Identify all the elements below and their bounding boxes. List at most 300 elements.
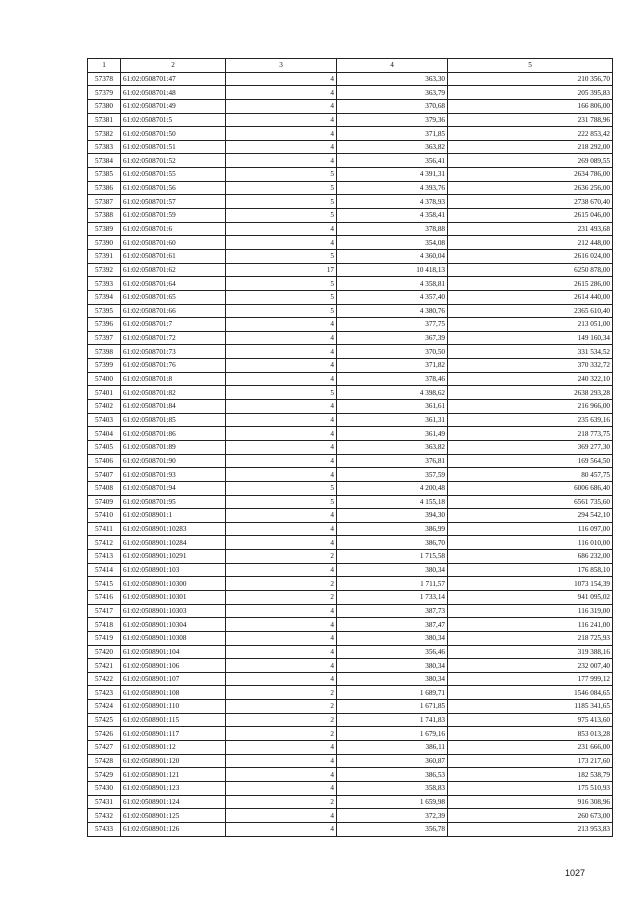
type-code-cell: 4 [226,440,337,454]
cadastral-value-cell: 80 457,75 [448,468,613,482]
table-row [88,359,613,373]
type-code-cell: 5 [226,195,337,209]
cadastral-value-table [87,58,613,837]
cadastral-value-cell: 176 858,10 [448,563,613,577]
table-row [88,659,613,673]
cadastral-number-cell: 61:02:0508901:10300 [121,577,226,591]
table-row [88,822,613,836]
cadastral-value-cell: 2615 046,00 [448,209,613,223]
cadastral-number-cell: 61:02:0508901:10303 [121,604,226,618]
table-row [88,495,613,509]
area-cell: 380,34 [337,659,448,673]
cadastral-number-cell: 61:02:0508701:93 [121,468,226,482]
area-cell: 1 711,57 [337,577,448,591]
type-code-cell: 4 [226,236,337,250]
row-number-cell: 57401 [88,386,121,400]
cadastral-number-cell: 61:02:0508901:126 [121,822,226,836]
row-number-cell: 57417 [88,604,121,618]
table-row [88,481,613,495]
area-cell: 377,75 [337,318,448,332]
type-code-cell: 4 [226,372,337,386]
table-row [88,154,613,168]
row-number-cell: 57420 [88,645,121,659]
cadastral-number-cell: 61:02:0508701:84 [121,400,226,414]
area-cell: 4 393,76 [337,181,448,195]
row-number-cell: 57388 [88,209,121,223]
cadastral-number-cell: 61:02:0508701:61 [121,249,226,263]
cadastral-number-cell: 61:02:0508901:115 [121,713,226,727]
type-code-cell: 4 [226,536,337,550]
row-number-cell: 57408 [88,481,121,495]
row-number-cell: 57386 [88,181,121,195]
table-row [88,140,613,154]
area-cell: 358,83 [337,781,448,795]
area-cell: 376,81 [337,454,448,468]
cadastral-number-cell: 61:02:0508701:82 [121,386,226,400]
cadastral-number-cell: 61:02:0508901:10283 [121,522,226,536]
area-cell: 361,61 [337,400,448,414]
row-number-cell: 57396 [88,318,121,332]
cadastral-value-cell: 175 510,93 [448,781,613,795]
column-header-5: 5 [448,59,613,73]
type-code-cell: 2 [226,727,337,741]
table-row [88,427,613,441]
table-row [88,236,613,250]
row-number-cell: 57405 [88,440,121,454]
area-cell: 1 715,58 [337,550,448,564]
cadastral-value-cell: 149 160,34 [448,331,613,345]
table-row [88,86,613,100]
cadastral-value-cell: 2638 293,28 [448,386,613,400]
column-header-4: 4 [337,59,448,73]
row-number-cell: 57424 [88,700,121,714]
cadastral-number-cell: 61:02:0508701:65 [121,290,226,304]
cadastral-value-cell: 231 666,00 [448,741,613,755]
cadastral-number-cell: 61:02:0508901:117 [121,727,226,741]
type-code-cell: 2 [226,550,337,564]
cadastral-number-cell: 61:02:0508701:90 [121,454,226,468]
area-cell: 386,70 [337,536,448,550]
row-number-cell: 57407 [88,468,121,482]
cadastral-value-cell: 216 966,00 [448,400,613,414]
cadastral-number-cell: 61:02:0508701:85 [121,413,226,427]
row-number-cell: 57412 [88,536,121,550]
type-code-cell: 4 [226,359,337,373]
table-row [88,99,613,113]
type-code-cell: 4 [226,604,337,618]
row-number-cell: 57426 [88,727,121,741]
area-cell: 4 357,40 [337,290,448,304]
type-code-cell: 2 [226,686,337,700]
area-cell: 1 671,85 [337,700,448,714]
cadastral-value-cell: 2615 286,00 [448,277,613,291]
table-row [88,604,613,618]
cadastral-number-cell: 61:02:0508901:10284 [121,536,226,550]
cadastral-value-cell: 116 241,00 [448,618,613,632]
cadastral-value-cell: 213 051,00 [448,318,613,332]
table-row [88,454,613,468]
cadastral-value-cell: 2636 256,00 [448,181,613,195]
cadastral-value-cell: 6250 878,00 [448,263,613,277]
area-cell: 4 155,18 [337,495,448,509]
row-number-cell: 57398 [88,345,121,359]
cadastral-value-cell: 235 639,16 [448,413,613,427]
row-number-cell: 57404 [88,427,121,441]
cadastral-number-cell: 61:02:0508901:10308 [121,631,226,645]
area-cell: 363,82 [337,440,448,454]
area-cell: 1 679,16 [337,727,448,741]
cadastral-value-cell: 218 773,75 [448,427,613,441]
cadastral-value-cell: 975 413,60 [448,713,613,727]
area-cell: 370,50 [337,345,448,359]
cadastral-number-cell: 61:02:0508701:59 [121,209,226,223]
area-cell: 10 418,13 [337,263,448,277]
table-row [88,727,613,741]
table-row [88,563,613,577]
type-code-cell: 5 [226,290,337,304]
type-code-cell: 4 [226,454,337,468]
area-cell: 4 358,81 [337,277,448,291]
row-number-cell: 57427 [88,741,121,755]
table-row [88,550,613,564]
cadastral-value-cell: 116 097,00 [448,522,613,536]
cadastral-value-cell: 369 277,30 [448,440,613,454]
type-code-cell: 5 [226,209,337,223]
area-cell: 4 391,31 [337,168,448,182]
cadastral-number-cell: 61:02:0508701:86 [121,427,226,441]
cadastral-value-cell: 232 007,40 [448,659,613,673]
cadastral-number-cell: 61:02:0508901:124 [121,795,226,809]
type-code-cell: 4 [226,645,337,659]
area-cell: 380,34 [337,631,448,645]
row-number-cell: 57419 [88,631,121,645]
row-number-cell: 57433 [88,822,121,836]
row-number-cell: 57379 [88,86,121,100]
cadastral-number-cell: 61:02:0508901:108 [121,686,226,700]
cadastral-number-cell: 61:02:0508701:7 [121,318,226,332]
area-cell: 356,41 [337,154,448,168]
area-cell: 394,30 [337,509,448,523]
cadastral-number-cell: 61:02:0508701:94 [121,481,226,495]
table-row [88,290,613,304]
cadastral-value-cell: 1073 154,39 [448,577,613,591]
area-cell: 361,31 [337,413,448,427]
type-code-cell: 2 [226,700,337,714]
cadastral-number-cell: 61:02:0508901:106 [121,659,226,673]
row-number-cell: 57416 [88,590,121,604]
type-code-cell: 4 [226,427,337,441]
table-row [88,713,613,727]
row-number-cell: 57392 [88,263,121,277]
type-code-cell: 4 [226,509,337,523]
type-code-cell: 5 [226,181,337,195]
row-number-cell: 57418 [88,618,121,632]
cadastral-number-cell: 61:02:0508901:125 [121,809,226,823]
cadastral-number-cell: 61:02:0508701:89 [121,440,226,454]
table-row [88,345,613,359]
area-cell: 378,88 [337,222,448,236]
cadastral-number-cell: 61:02:0508701:60 [121,236,226,250]
table-row [88,440,613,454]
type-code-cell: 4 [226,618,337,632]
row-number-cell: 57380 [88,99,121,113]
cadastral-value-cell: 2738 670,40 [448,195,613,209]
table-row [88,509,613,523]
cadastral-number-cell: 61:02:0508701:6 [121,222,226,236]
area-cell: 363,79 [337,86,448,100]
row-number-cell: 57391 [88,249,121,263]
cadastral-value-cell: 169 564,50 [448,454,613,468]
table-row [88,413,613,427]
area-cell: 4 360,04 [337,249,448,263]
cadastral-number-cell: 61:02:0508901:10301 [121,590,226,604]
area-cell: 356,46 [337,645,448,659]
row-number-cell: 57387 [88,195,121,209]
cadastral-value-cell: 116 010,00 [448,536,613,550]
table-row [88,468,613,482]
cadastral-number-cell: 61:02:0508701:72 [121,331,226,345]
cadastral-value-cell: 177 999,12 [448,672,613,686]
table-row [88,686,613,700]
row-number-cell: 57399 [88,359,121,373]
table-row [88,263,613,277]
row-number-cell: 57395 [88,304,121,318]
cadastral-value-cell: 231 788,96 [448,113,613,127]
type-code-cell: 4 [226,631,337,645]
area-cell: 367,39 [337,331,448,345]
row-number-cell: 57414 [88,563,121,577]
row-number-cell: 57385 [88,168,121,182]
row-number-cell: 57421 [88,659,121,673]
cadastral-value-cell: 331 534,52 [448,345,613,359]
area-cell: 4 380,76 [337,304,448,318]
cadastral-value-cell: 2616 024,00 [448,249,613,263]
area-cell: 357,59 [337,468,448,482]
cadastral-number-cell: 61:02:0508701:66 [121,304,226,318]
cadastral-number-cell: 61:02:0508701:5 [121,113,226,127]
row-number-cell: 57432 [88,809,121,823]
table-row [88,577,613,591]
table-row [88,181,613,195]
cadastral-value-cell: 2614 440,00 [448,290,613,304]
table-row [88,195,613,209]
type-code-cell: 4 [226,522,337,536]
row-number-cell: 57422 [88,672,121,686]
area-cell: 371,85 [337,127,448,141]
area-cell: 4 378,93 [337,195,448,209]
cadastral-value-cell: 213 953,83 [448,822,613,836]
row-number-cell: 57410 [88,509,121,523]
type-code-cell: 4 [226,222,337,236]
type-code-cell: 2 [226,713,337,727]
row-number-cell: 57423 [88,686,121,700]
type-code-cell: 4 [226,113,337,127]
area-cell: 386,99 [337,522,448,536]
area-cell: 1 689,71 [337,686,448,700]
table-row [88,631,613,645]
area-cell: 379,36 [337,113,448,127]
table-row [88,809,613,823]
table-row [88,127,613,141]
type-code-cell: 5 [226,168,337,182]
cadastral-number-cell: 61:02:0508701:47 [121,72,226,86]
cadastral-value-cell: 210 356,70 [448,72,613,86]
table-row [88,795,613,809]
area-cell: 1 733,14 [337,590,448,604]
table-body [88,72,613,836]
cadastral-value-cell: 240 322,10 [448,372,613,386]
cadastral-value-cell: 2365 610,40 [448,304,613,318]
cadastral-number-cell: 61:02:0508901:10304 [121,618,226,632]
type-code-cell: 5 [226,495,337,509]
cadastral-value-cell: 218 725,93 [448,631,613,645]
row-number-cell: 57429 [88,768,121,782]
table-row [88,209,613,223]
table-row [88,72,613,86]
area-cell: 1 659,98 [337,795,448,809]
table-row [88,222,613,236]
table-row [88,741,613,755]
cadastral-value-cell: 2634 786,00 [448,168,613,182]
type-code-cell: 4 [226,400,337,414]
cadastral-value-cell: 1546 084,65 [448,686,613,700]
area-cell: 354,08 [337,236,448,250]
table-row [88,672,613,686]
row-number-cell: 57400 [88,372,121,386]
cadastral-value-cell: 269 089,55 [448,154,613,168]
type-code-cell: 4 [226,331,337,345]
column-header-1: 1 [88,59,121,73]
row-number-cell: 57403 [88,413,121,427]
cadastral-number-cell: 61:02:0508701:8 [121,372,226,386]
cadastral-number-cell: 61:02:0508901:121 [121,768,226,782]
cadastral-number-cell: 61:02:0508901:110 [121,700,226,714]
cadastral-number-cell: 61:02:0508701:57 [121,195,226,209]
row-number-cell: 57384 [88,154,121,168]
type-code-cell: 2 [226,590,337,604]
type-code-cell: 4 [226,741,337,755]
area-cell: 371,82 [337,359,448,373]
cadastral-number-cell: 61:02:0508701:76 [121,359,226,373]
area-cell: 372,39 [337,809,448,823]
area-cell: 1 741,83 [337,713,448,727]
cadastral-number-cell: 61:02:0508901:123 [121,781,226,795]
type-code-cell: 4 [226,809,337,823]
row-number-cell: 57431 [88,795,121,809]
table-row [88,536,613,550]
type-code-cell: 4 [226,563,337,577]
area-cell: 361,49 [337,427,448,441]
cadastral-value-cell: 212 448,00 [448,236,613,250]
cadastral-value-cell: 116 319,00 [448,604,613,618]
area-cell: 4 398,62 [337,386,448,400]
type-code-cell: 4 [226,659,337,673]
cadastral-value-cell: 319 388,16 [448,645,613,659]
row-number-cell: 57409 [88,495,121,509]
cadastral-number-cell: 61:02:0508901:104 [121,645,226,659]
type-code-cell: 4 [226,86,337,100]
type-code-cell: 4 [226,72,337,86]
row-number-cell: 57428 [88,754,121,768]
table-row [88,781,613,795]
cadastral-value-cell: 222 853,42 [448,127,613,141]
row-number-cell: 57411 [88,522,121,536]
table-row [88,386,613,400]
area-cell: 356,78 [337,822,448,836]
type-code-cell: 5 [226,249,337,263]
area-cell: 363,30 [337,72,448,86]
cadastral-number-cell: 61:02:0508901:1 [121,509,226,523]
cadastral-number-cell: 61:02:0508701:56 [121,181,226,195]
cadastral-value-cell: 166 806,00 [448,99,613,113]
table-row [88,372,613,386]
type-code-cell: 5 [226,304,337,318]
type-code-cell: 4 [226,768,337,782]
area-cell: 4 358,41 [337,209,448,223]
cadastral-number-cell: 61:02:0508701:64 [121,277,226,291]
type-code-cell: 4 [226,822,337,836]
cadastral-value-cell: 6006 686,40 [448,481,613,495]
column-header-3: 3 [226,59,337,73]
row-number-cell: 57406 [88,454,121,468]
row-number-cell: 57430 [88,781,121,795]
cadastral-number-cell: 61:02:0508701:73 [121,345,226,359]
cadastral-number-cell: 61:02:0508701:52 [121,154,226,168]
type-code-cell: 4 [226,468,337,482]
area-cell: 380,34 [337,672,448,686]
cadastral-value-cell: 205 395,83 [448,86,613,100]
table-row [88,700,613,714]
table-row [88,768,613,782]
cadastral-value-cell: 182 538,79 [448,768,613,782]
type-code-cell: 4 [226,154,337,168]
type-code-cell: 4 [226,345,337,359]
table-row [88,318,613,332]
row-number-cell: 57383 [88,140,121,154]
type-code-cell: 4 [226,672,337,686]
cadastral-value-cell: 941 095,02 [448,590,613,604]
cadastral-number-cell: 61:02:0508901:103 [121,563,226,577]
table-row [88,168,613,182]
area-cell: 386,53 [337,768,448,782]
table-header-row [88,59,613,73]
table-row [88,331,613,345]
table-row [88,754,613,768]
cadastral-value-cell: 260 673,00 [448,809,613,823]
table-row [88,249,613,263]
area-cell: 387,73 [337,604,448,618]
row-number-cell: 57415 [88,577,121,591]
table-row [88,400,613,414]
cadastral-number-cell: 61:02:0508701:62 [121,263,226,277]
area-cell: 386,11 [337,741,448,755]
cadastral-number-cell: 61:02:0508701:51 [121,140,226,154]
type-code-cell: 4 [226,140,337,154]
cadastral-value-cell: 853 013,28 [448,727,613,741]
type-code-cell: 4 [226,99,337,113]
cadastral-value-cell: 294 542,10 [448,509,613,523]
area-cell: 360,87 [337,754,448,768]
row-number-cell: 57382 [88,127,121,141]
type-code-cell: 4 [226,754,337,768]
cadastral-value-cell: 218 292,00 [448,140,613,154]
area-cell: 378,46 [337,372,448,386]
row-number-cell: 57413 [88,550,121,564]
page-number: 1027 [564,868,585,878]
row-number-cell: 57425 [88,713,121,727]
cadastral-value-cell: 686 232,00 [448,550,613,564]
row-number-cell: 57390 [88,236,121,250]
